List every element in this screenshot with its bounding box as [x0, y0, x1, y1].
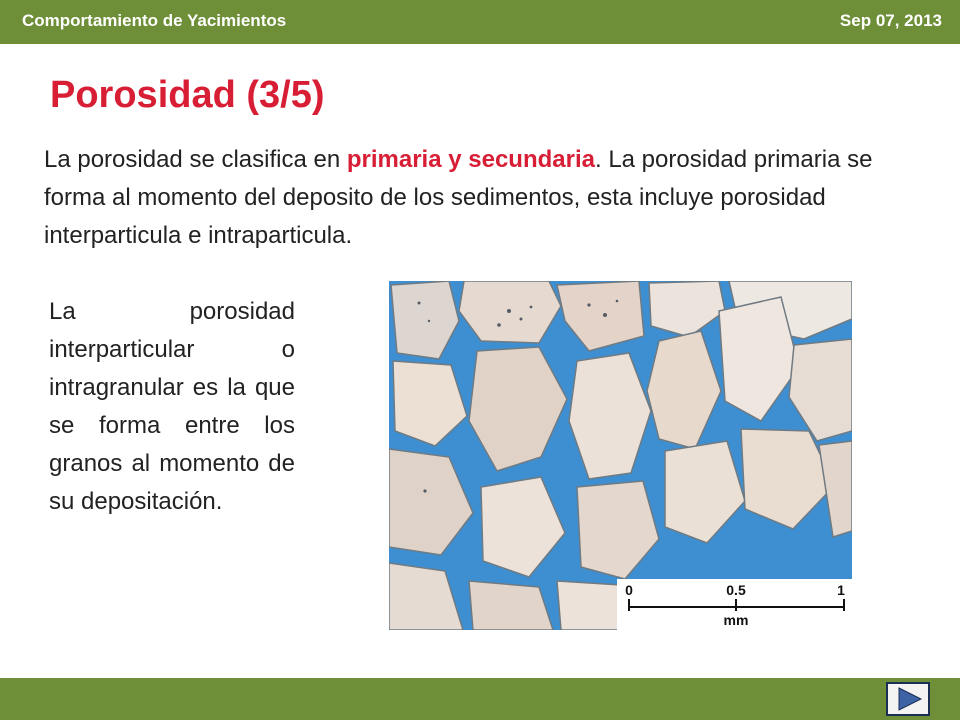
intro-text-start: La porosidad se clasifica en [44, 146, 347, 173]
inclusion [497, 323, 501, 327]
inclusion [603, 313, 607, 317]
course-title: Comportamiento de Yacimientos [22, 11, 287, 30]
inclusion [520, 318, 523, 321]
header-bar [0, 0, 960, 44]
grain [557, 581, 621, 630]
intro-highlight: primaria y secundaria [346, 146, 595, 173]
scale-bar [617, 579, 852, 630]
inclusion [418, 302, 421, 305]
scale-label-mid: 0.5 [726, 582, 746, 598]
scale-unit: mm [723, 612, 749, 628]
footer-bar [0, 678, 960, 720]
side-paragraph: La porosidad interparticular o intragranular es la que se forma entre los granos al momento de su depositación. [49, 298, 295, 515]
slide-title: Porosidad (3/5) [50, 74, 325, 116]
next-slide-button[interactable] [886, 682, 930, 716]
scale-label-end: 1 [837, 582, 845, 598]
next-arrow-icon [886, 682, 930, 716]
inclusion [507, 309, 511, 313]
inclusion [616, 300, 619, 303]
scale-label-0: 0 [625, 582, 633, 598]
slide-date: Sep 07, 2013 [839, 11, 942, 30]
intro-text-end: . La porosidad primaria se forma al momento del deposito de los sedimentos, esta incluye porosidad interparticula e intraparticula. [44, 146, 873, 249]
intro-paragraph [44, 141, 924, 255]
inclusion [423, 489, 426, 492]
inclusion [587, 303, 590, 306]
thin-section-micrograph [389, 281, 852, 630]
inclusion [530, 306, 533, 309]
inclusion [428, 320, 430, 322]
